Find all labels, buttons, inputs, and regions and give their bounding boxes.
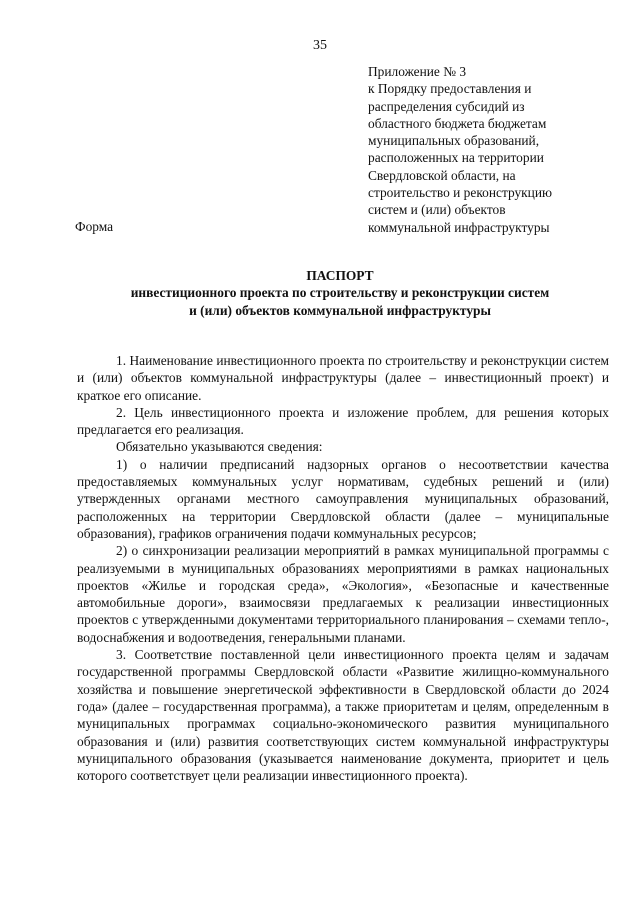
appendix-line: расположенных на территории [368,150,544,166]
paragraph-item-1: 1. Наименование инвестиционного проекта по строительству и реконструкции систем и (или) объектов коммунальной инфраструктуры (далее – инвестиционный проект) и краткое его описание. [77,353,609,403]
title-heading: ПАСПОРТ [306,268,374,283]
appendix-line: Приложение № 3 [368,64,467,79]
appendix-line: систем и (или) объектов [368,202,506,218]
paragraph-item-2: 2. Цель инвестиционного проекта и изложение проблем, для решения которых предлагается его реализация. [77,404,609,438]
title-line-1: инвестиционного проекта по строительству и реконструкции систем [130,285,550,301]
paragraph-subitem-1: 1) о наличии предписаний надзорных органов о несоответствии качества предоставляемых коммунальных услуг нормативам, судебных решений и (или) утвержденных органами местного самоуправления муниципальных образований, расположенных на территории Свердловской области (далее – муниципальные образования), графиков ограничения подачи коммунальных ресурсов; [77,456,609,541]
document-title [60,267,620,319]
document-body [77,352,609,784]
appendix-line: распределения субсидий из [368,98,525,114]
paragraph-required-info: Обязательно указываются сведения: [116,439,323,455]
appendix-block [368,63,583,236]
appendix-line: коммунальной инфраструктуры [368,219,550,235]
paragraph-subitem-2: 2) о синхронизации реализации мероприятий в рамках муниципальной программы с реализуемыми в муниципальных образованиях мероприятиями в рамках национальных проектов «Жилье и городская среда», «Экология», «Безопасные и качественные автомобильные дороги», взаимосвязи предлагаемых к реализации инвестиционных проектов с утвержденными документами территориального планирования – схемами тепло-, водоснабжения и водоотведения, генеральными планами. [77,543,609,645]
page-number: 35 [313,38,327,53]
appendix-line: муниципальных образований, [368,133,540,149]
appendix-line: областного бюджета бюджетам [368,115,547,131]
paragraph-item-3: 3. Соответствие поставленной цели инвестиционного проекта целям и задачам государственной программы Свердловской области «Развитие жилищно-коммунального хозяйства и повышение энергетической эффективности в Свердловской области до 2024 года» (далее – государственная программа), а также приоритетам и целям, определенным в муниципальных программах социально-экономического развития муниципального образования и (или) развития соответствующих систем коммунальной инфраструктуры муниципального образования (указывается наименование документа, приоритет и цель которого соответствует цели реализации инвестиционного проекта). [77,647,609,784]
title-line-2: и (или) объектов коммунальной инфраструктуры [189,302,491,318]
appendix-line: Свердловской области, на [368,167,516,183]
form-label: Форма [75,219,114,234]
appendix-line: строительство и реконструкцию [368,185,553,201]
appendix-line: к Порядку предоставления и [368,81,532,97]
